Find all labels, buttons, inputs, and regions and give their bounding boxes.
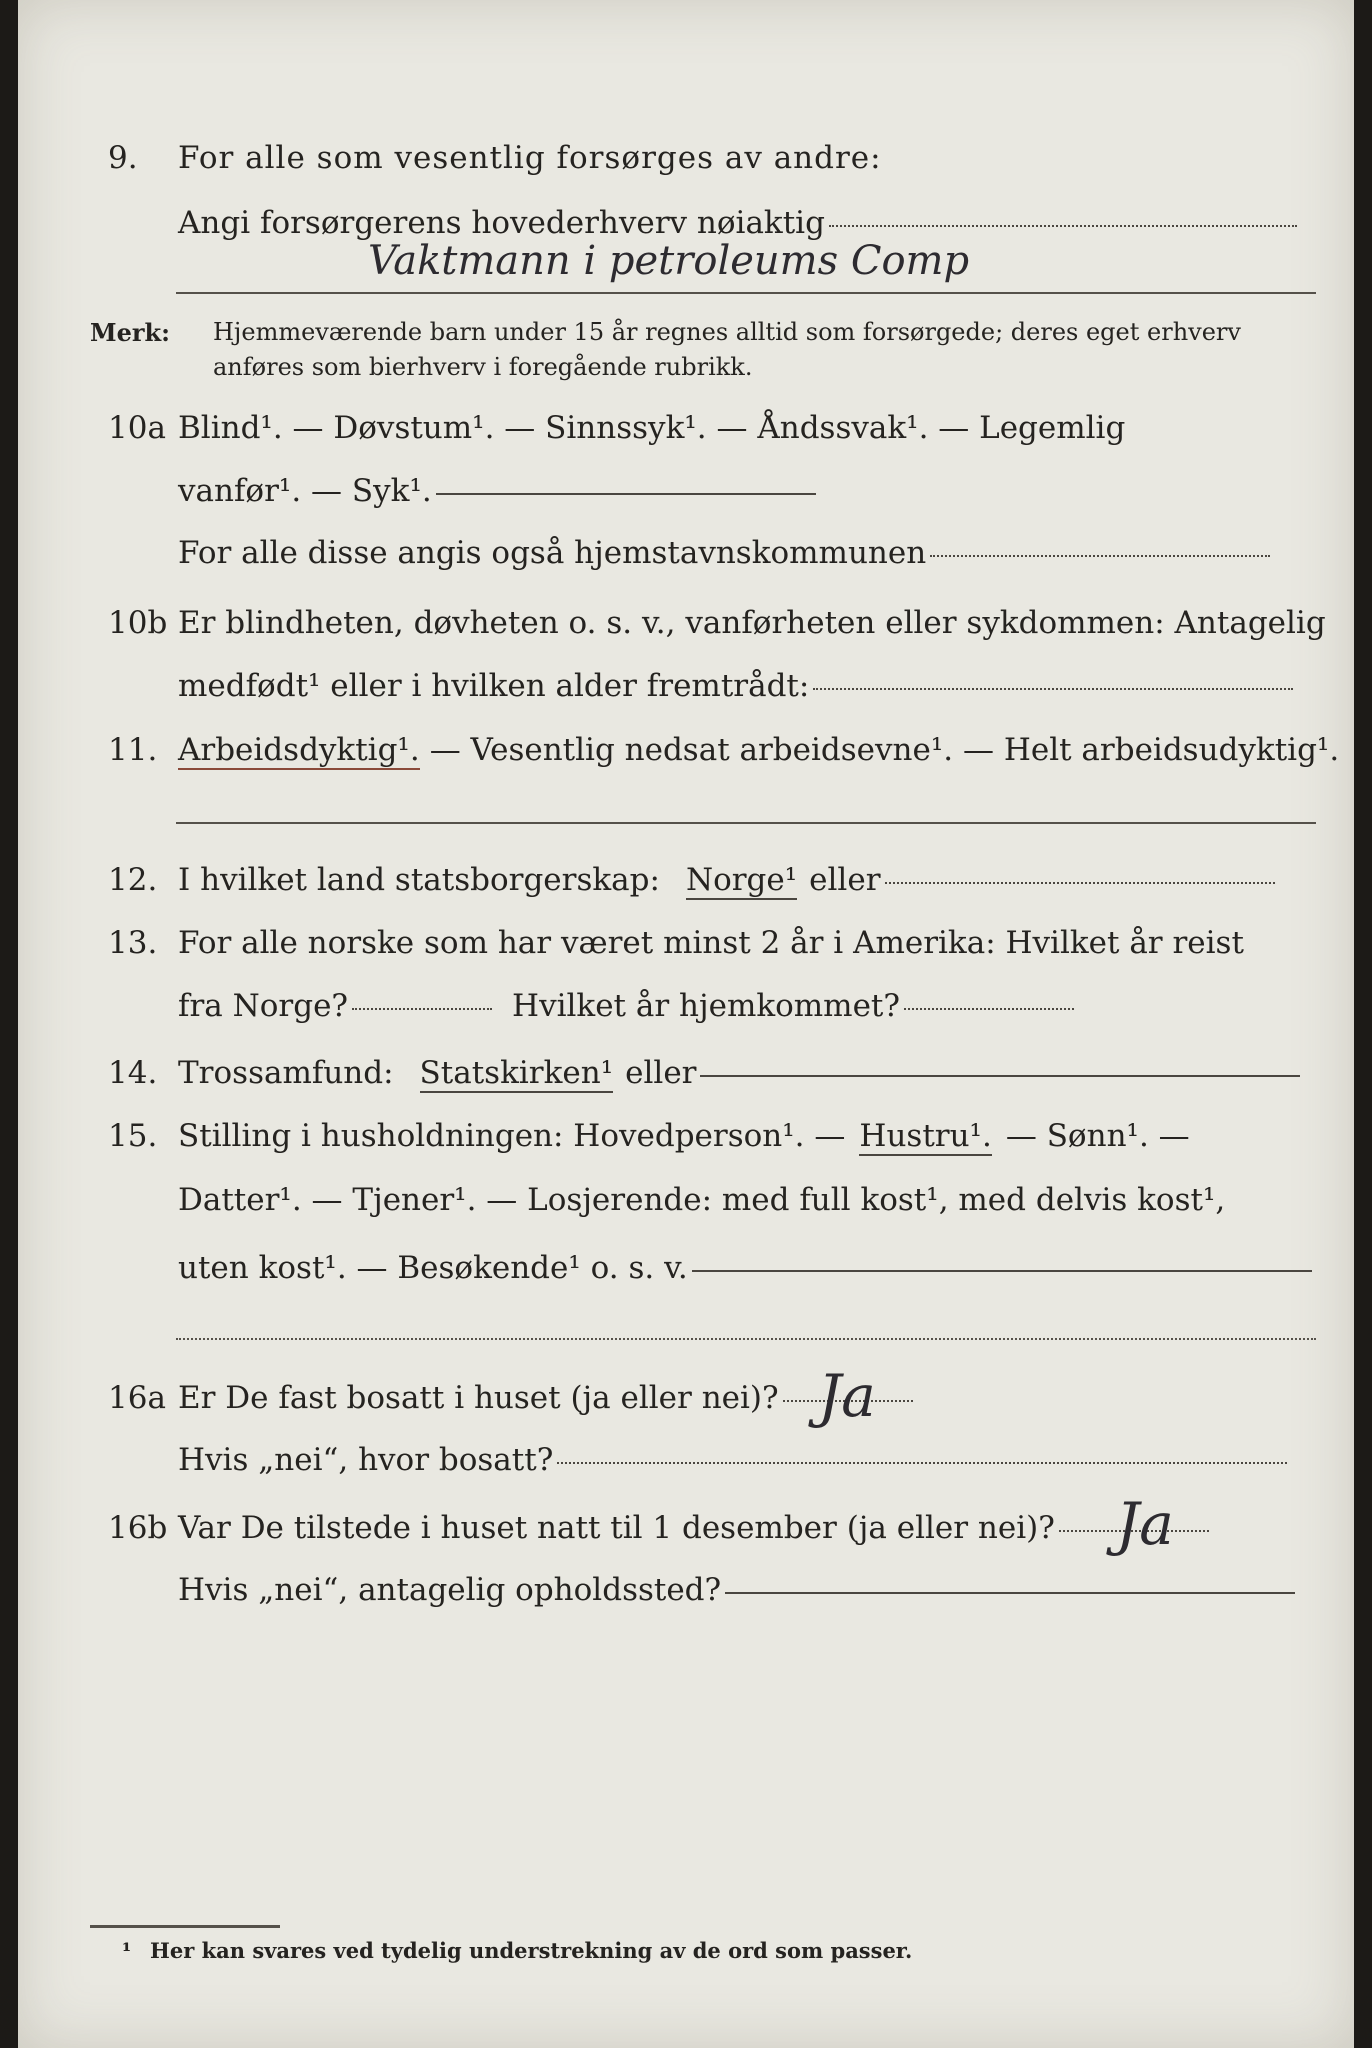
q11-other-options[interactable]: — Vesentlig nedsat arbeidsevne¹. — Helt arbeidsudyktig¹. <box>429 732 1340 768</box>
q16a-number: 16a <box>108 1380 166 1416</box>
census-form-page <box>18 0 1354 2048</box>
q10b-number: 10b <box>108 605 168 641</box>
q16a-followup-field[interactable] <box>557 1462 1287 1464</box>
q16a-question: Er De fast bosatt i huset (ja eller nei)? <box>178 1380 779 1416</box>
q16b-followup-field[interactable] <box>725 1592 1295 1594</box>
q15-text-3: uten kost¹. — Besøkende¹ o. s. v. <box>178 1250 688 1286</box>
q9-provider-label: Angi forsørgerens hovederhverv nøiaktig <box>178 205 1297 241</box>
q12-option-norge[interactable]: Norge¹ <box>685 862 798 898</box>
q10a-text-1: Blind¹. — Døvstum¹. — Sinnssyk¹. — Åndssvak¹. — Legemlig <box>178 410 1126 446</box>
q12-number: 12. <box>108 862 158 898</box>
q16b-question: Var De tilstede i huset natt til 1 desember (ja eller nei)? <box>178 1510 1055 1546</box>
q9-provider-field[interactable] <box>829 225 1297 227</box>
q14-option-statskirken[interactable]: Statskirken¹ <box>419 1055 614 1091</box>
footnote-rule <box>90 1925 280 1928</box>
q11-answer-line <box>176 822 1316 824</box>
q9-handwritten-answer: Vaktmann i petroleums Comp <box>368 238 970 284</box>
q15-answer-line <box>176 1338 1316 1340</box>
q10a-text-2: vanfør¹. — Syk¹. <box>178 473 432 509</box>
merk-text-2: anføres som bierhverv i foregående rubrikk. <box>213 353 753 381</box>
q14-eller: eller <box>625 1055 697 1091</box>
q9-text: For alle som vesentlig forsørges av andre: <box>178 140 882 176</box>
q16b-handwritten-answer: Ja <box>1116 1490 1174 1558</box>
q10a-text-3: For alle disse angis også hjemstavnskommunen <box>178 535 927 571</box>
q9-number: 9. <box>108 140 138 176</box>
q15-number: 15. <box>108 1118 158 1154</box>
footnote-text: Her kan svares ved tydelig understrekning av de ord som passer. <box>150 1938 913 1963</box>
footnote-mark: ¹ <box>122 1938 132 1963</box>
q13-number: 13. <box>108 925 158 961</box>
q16a-handwritten-answer: Ja <box>818 1362 876 1430</box>
q10b-text-2: medfødt¹ eller i hvilken alder fremtrådt: <box>178 668 810 704</box>
q11-option-arbeidsdyktig[interactable]: Arbeidsdyktig¹. <box>178 732 420 768</box>
q9-answer-line <box>176 292 1316 294</box>
q13-right-label: Hvilket år hjemkommet? <box>512 988 901 1024</box>
q13-left-field[interactable] <box>352 1008 492 1010</box>
q13-text-1: For alle norske som har været minst 2 år i Amerika: Hvilket år reist <box>178 925 1244 961</box>
q10b-field[interactable] <box>813 688 1293 690</box>
q14-question: Trossamfund: <box>178 1055 394 1091</box>
q12-eller: eller <box>809 862 881 898</box>
q13-right-field[interactable] <box>904 1008 1074 1010</box>
q15-text-1a: Stilling i husholdningen: Hovedperson¹. — <box>178 1118 846 1154</box>
q13-left-label: fra Norge? <box>178 988 349 1024</box>
q10b-text-1: Er blindheten, døvheten o. s. v., vanførheten eller sykdommen: Antagelig <box>178 605 1326 641</box>
q16a-followup: Hvis „nei“, hvor bosatt? <box>178 1442 554 1478</box>
q15-text-2: Datter¹. — Tjener¹. — Losjerende: med full kost¹, med delvis kost¹, <box>178 1182 1226 1218</box>
q14-number: 14. <box>108 1055 158 1091</box>
q16b-followup: Hvis „nei“, antagelig opholdssted? <box>178 1572 722 1608</box>
q11-number: 11. <box>108 732 158 768</box>
q10a-hometown-field[interactable] <box>930 555 1270 557</box>
q15-text-1b: — Sønn¹. — <box>1005 1118 1190 1154</box>
q12-field[interactable] <box>885 882 1275 884</box>
merk-text-1: Hjemmeværende barn under 15 år regnes alltid som forsørgede; deres eget erhverv <box>213 318 1241 346</box>
q10a-number: 10a <box>108 410 166 446</box>
q16b-number: 16b <box>108 1510 168 1546</box>
q15-field[interactable] <box>692 1270 1312 1272</box>
q12-question: I hvilket land statsborgerskap: <box>178 862 660 898</box>
q10a-field[interactable] <box>436 493 816 495</box>
q14-field[interactable] <box>700 1075 1300 1077</box>
q15-option-hustru[interactable]: Hustru¹. <box>859 1118 992 1154</box>
merk-label: Merk: <box>90 318 170 347</box>
